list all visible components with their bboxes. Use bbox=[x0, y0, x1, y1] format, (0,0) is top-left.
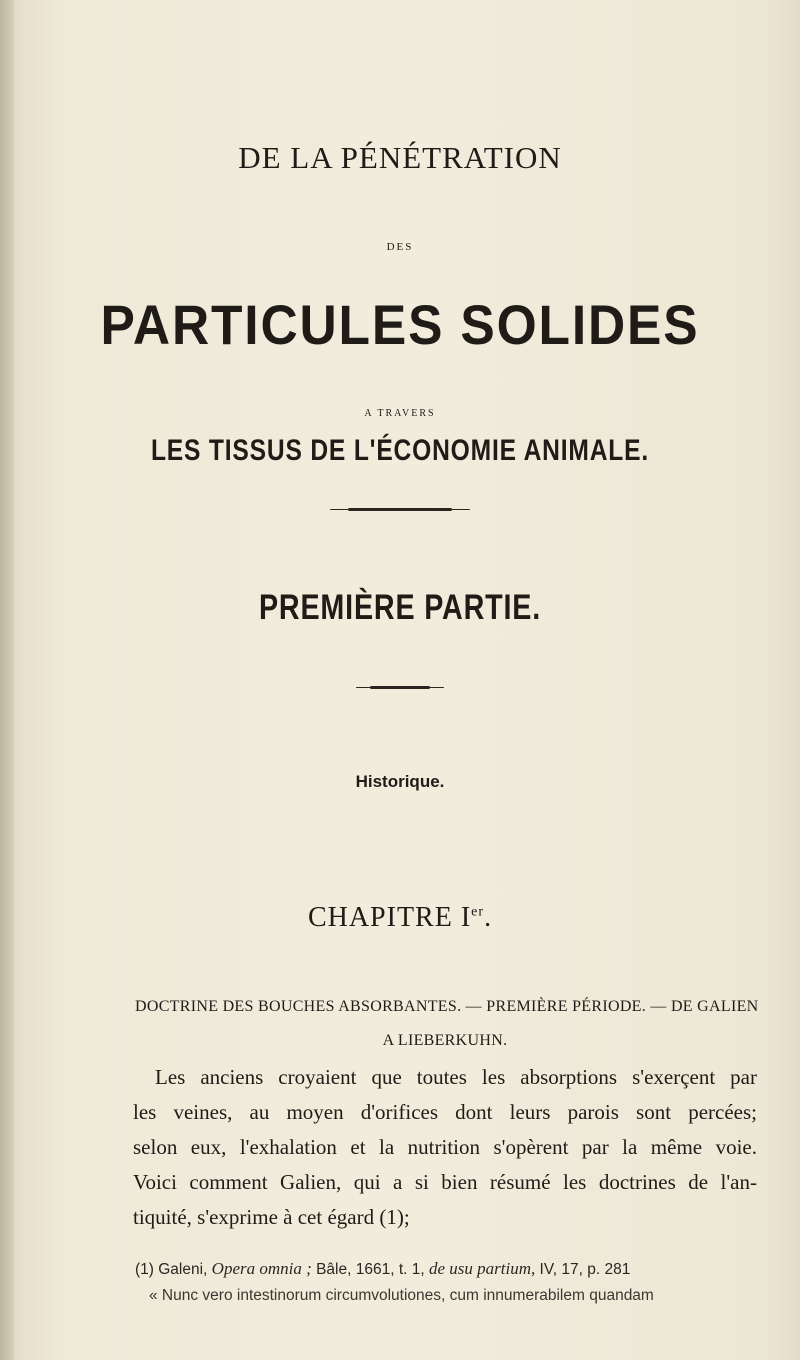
chapter-heading bbox=[0, 902, 800, 934]
summary-line: A LIEBERKUHN. bbox=[382, 1032, 508, 1049]
paragraph-line: Voici comment Galien, qui a si bien résumé les doctrines de l'an- bbox=[133, 1170, 757, 1194]
chapter-label: CHAPITRE I bbox=[307, 902, 472, 933]
footnote-mid: Bâle, 1661, t. 1, bbox=[311, 1261, 429, 1278]
footnote-line: « Nunc vero intestinorum circumvolutiones, cum innumerabilem quandam bbox=[149, 1287, 654, 1304]
footnote bbox=[135, 1256, 757, 1309]
footnote-work2: de usu partium, bbox=[428, 1259, 536, 1278]
paragraph-line: tiquité, s'exprime à cet égard (1); bbox=[133, 1205, 410, 1229]
page-spine-shadow bbox=[0, 0, 14, 1360]
part-heading: PREMIÈRE PARTIE. bbox=[258, 588, 542, 627]
paragraph-line: selon eux, l'exhalation et la nutrition s'opèrent par la même voie. bbox=[133, 1135, 757, 1159]
footnote-marker: (1) Galeni, bbox=[135, 1261, 212, 1278]
paragraph-line: les veines, au moyen d'orifices dont leurs parois sont percées; bbox=[133, 1100, 757, 1124]
ornamental-rule-2-thin bbox=[356, 687, 444, 688]
chapter-suffix: . bbox=[484, 902, 493, 933]
section-heading: Historique. bbox=[355, 772, 445, 791]
title-line-1: DE LA PÉNÉTRATION bbox=[238, 140, 562, 175]
ornamental-rule-1-thin bbox=[330, 509, 470, 510]
chapter-sup: er bbox=[471, 904, 485, 920]
title-a-travers: A TRAVERS bbox=[364, 408, 436, 419]
body-paragraph bbox=[133, 1060, 757, 1235]
footnote-work: Opera omnia ; bbox=[211, 1259, 312, 1278]
title-des: DES bbox=[386, 241, 414, 253]
footnote-line bbox=[135, 1256, 757, 1283]
paragraph-line: Les anciens croyaient que toutes les absorptions s'exerçent par bbox=[155, 1065, 757, 1089]
summary-line: DOCTRINE DES BOUCHES ABSORBANTES. — PREMIÈRE PÉRIODE. — DE GALIEN bbox=[135, 998, 759, 1015]
main-title: PARTICULES SOLIDES bbox=[100, 293, 700, 356]
title-tissus: LES TISSUS DE L'ÉCONOMIE ANIMALE. bbox=[150, 434, 650, 467]
chapter-summary bbox=[135, 990, 759, 1058]
footnote-end: IV, 17, p. 281 bbox=[535, 1261, 631, 1278]
